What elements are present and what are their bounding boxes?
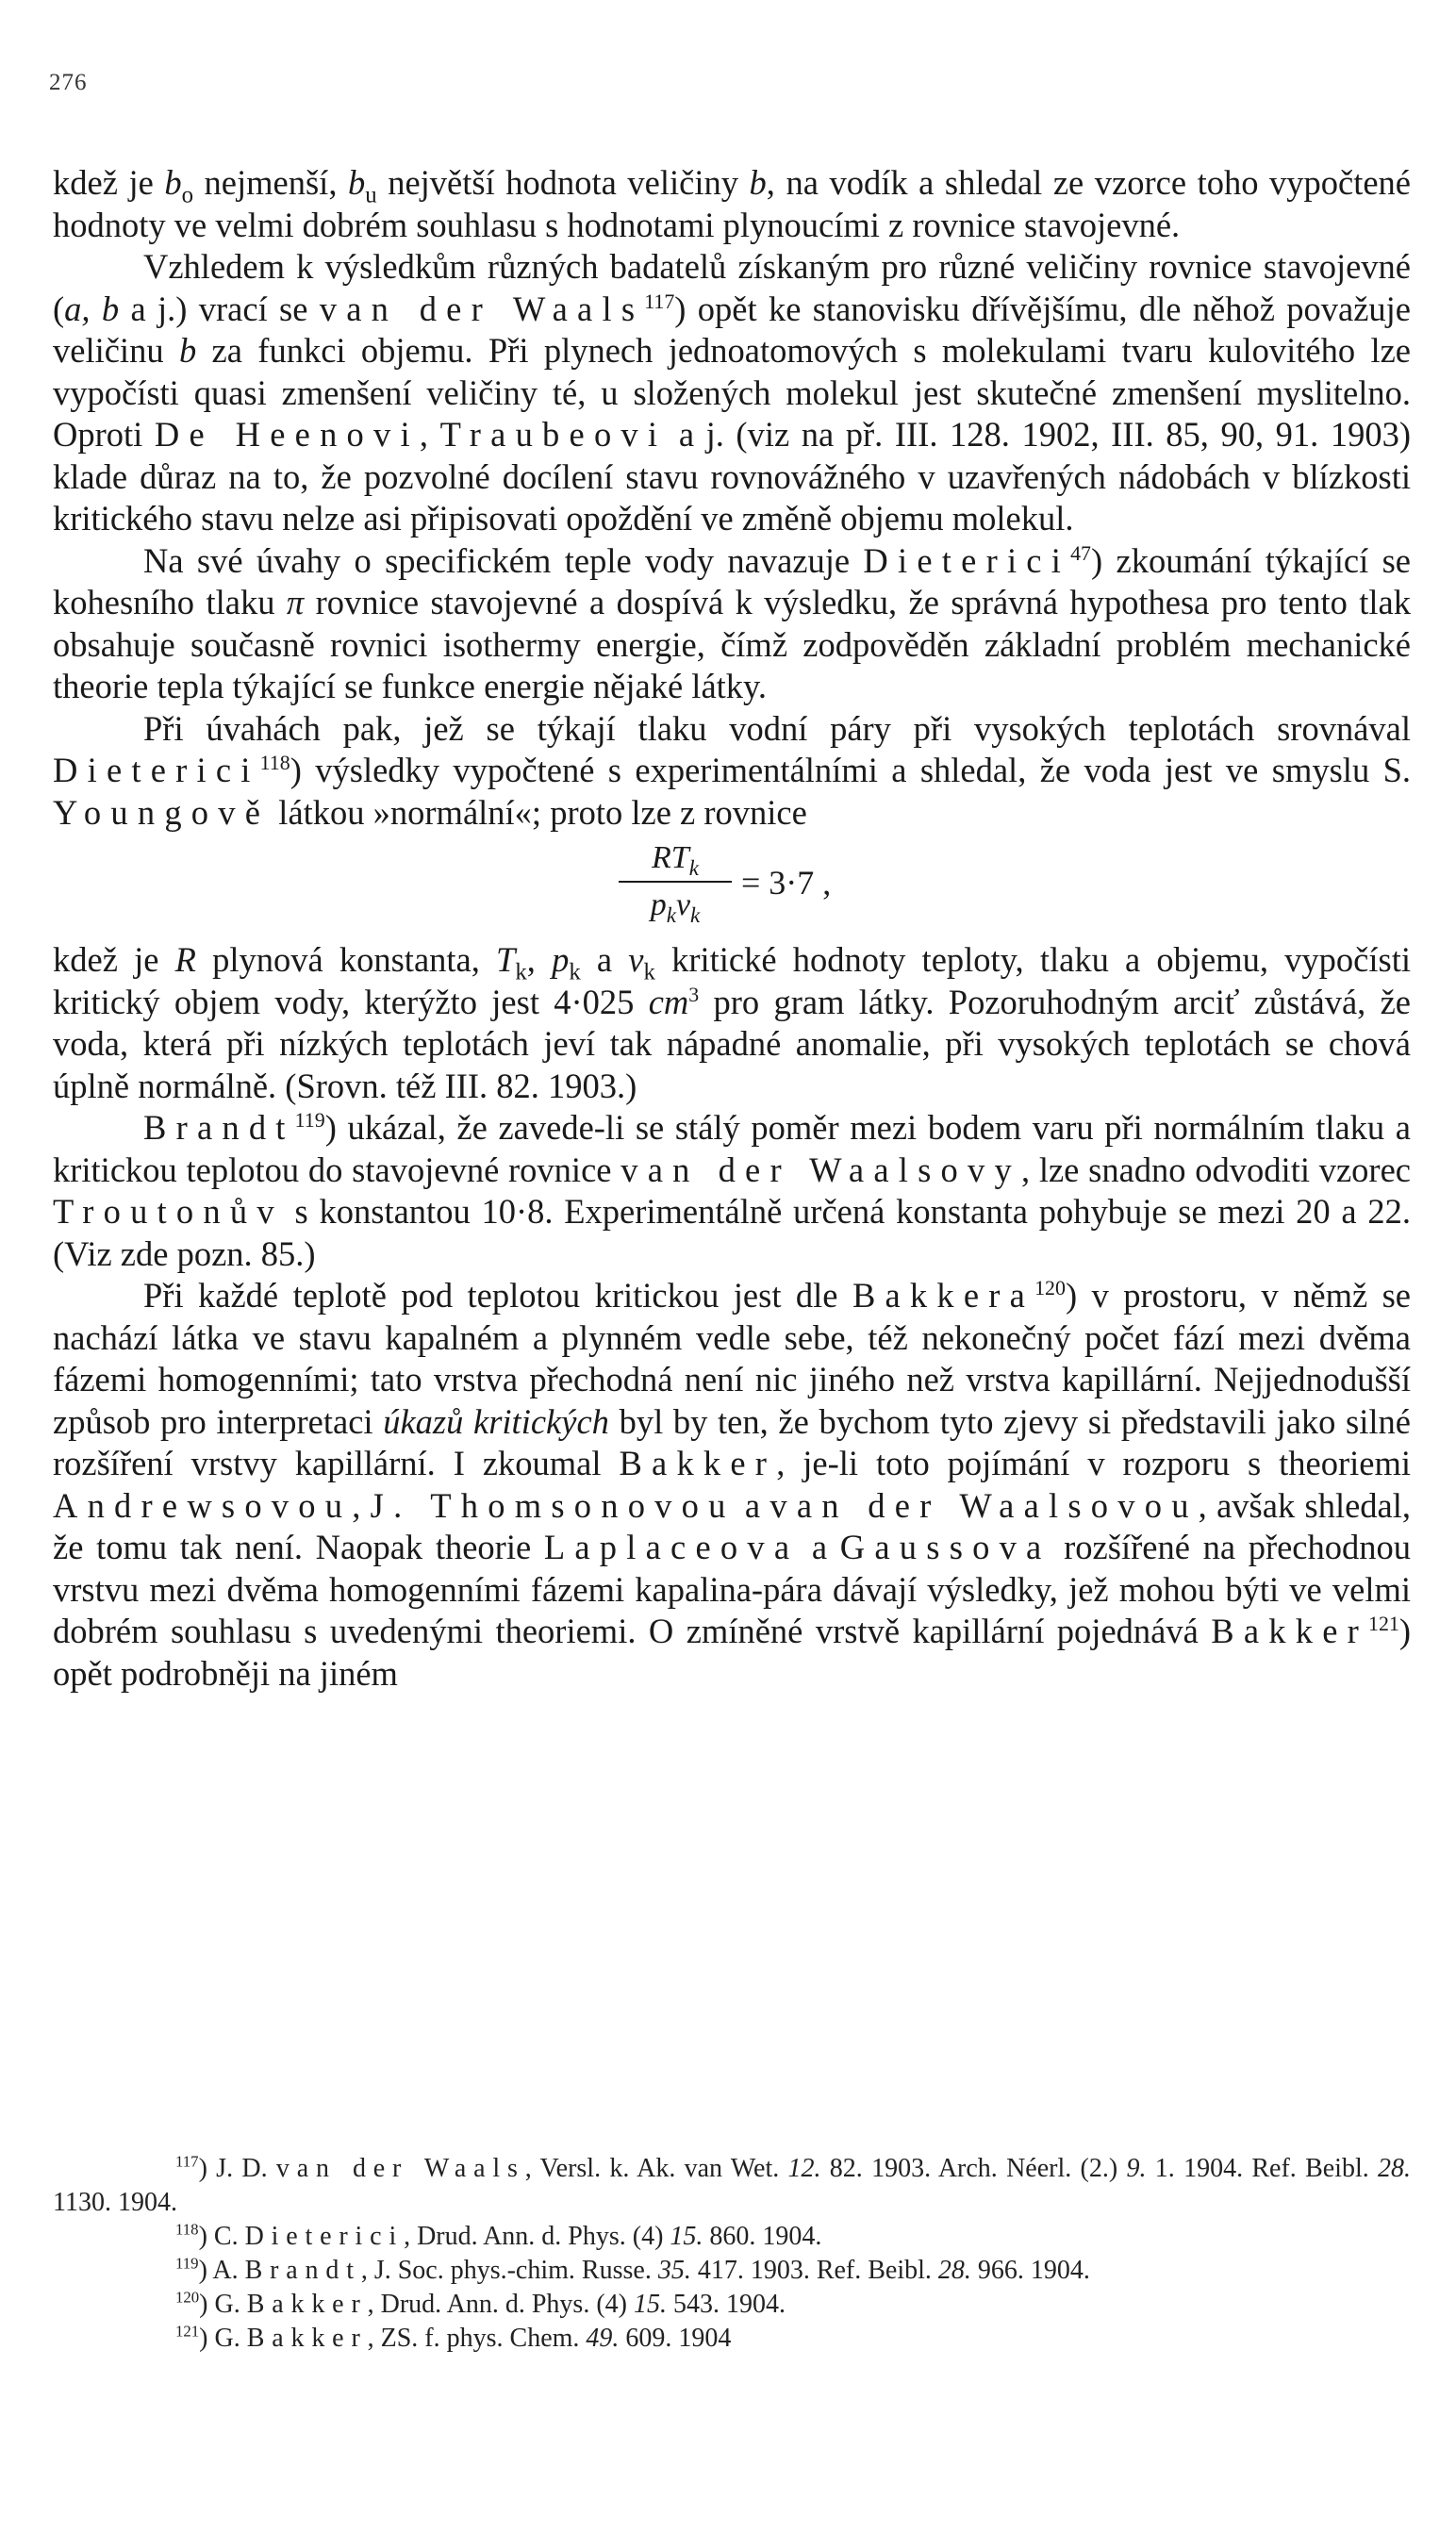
reference-marker: 47 xyxy=(1070,540,1091,565)
formula-numerator-main: RT xyxy=(652,840,689,875)
text-run: rovnice stavojevné a dospívá k výsledku, že správná hypothesa pro tento tlak obsahuje současně rovnici isothermy energie, čímž zodpověděn základní problém mechanické theorie tepla týkající se funkce energie nějaké látky. xyxy=(53,583,1412,705)
body-text xyxy=(53,162,1411,1695)
text-run: , Drud. Ann. d. Phys. (4) xyxy=(367,2290,634,2319)
author-name: Bakkera xyxy=(852,1276,1035,1315)
text-run: ) C. xyxy=(198,2222,245,2251)
author-name: Dieterici xyxy=(53,751,260,789)
text-run: 543. 1904. xyxy=(666,2290,786,2319)
text-run: , avšak shledal, že tomu tak není. Naopak theorie xyxy=(53,1485,1412,1566)
author-name: Andrewsovou xyxy=(53,1485,353,1525)
paragraph xyxy=(53,1107,1411,1275)
text-run: kritické hodnoty teploty, tlaku a objemu, vypočísti kritický objem vody, kterýžto jest 4·025 xyxy=(53,940,1412,1021)
formula-denominator-part: p xyxy=(650,887,667,922)
text-run: Při úvahách pak, jež se týkají tlaku vodní páry při vysokých teplotách srovnával xyxy=(143,708,1411,748)
author-name: Traubeovi xyxy=(439,415,668,454)
formula xyxy=(53,834,1411,939)
text-run: b xyxy=(749,163,767,202)
text-run: , Versl. k. Ak. van Wet. xyxy=(524,2154,788,2183)
reference-marker: 121 xyxy=(1368,1611,1399,1635)
reference-marker: 121 xyxy=(175,2322,200,2341)
formula-numerator-sub: k xyxy=(688,855,699,881)
text-run: 12. xyxy=(787,2154,821,2183)
text-run: ) G. xyxy=(199,2324,247,2353)
paragraph xyxy=(53,246,1411,540)
author-name: van der Waals xyxy=(275,2154,525,2183)
text-run: 15. xyxy=(633,2290,667,2319)
text-run: b xyxy=(348,163,366,202)
text-run: k xyxy=(515,959,527,985)
text-run: 82. 1903. Arch. Néerl. (2.) xyxy=(820,2154,1127,2183)
text-run: 1130. 1904. xyxy=(53,2188,177,2217)
reference-marker: 120 xyxy=(1034,1275,1066,1299)
text-run: a xyxy=(799,1528,840,1566)
text-run: R xyxy=(174,940,196,979)
reference-marker: 119 xyxy=(175,2254,199,2273)
footnote xyxy=(53,2322,1411,2356)
reference-marker: 117 xyxy=(175,2152,199,2171)
text-run: ) opět ke stanovisku dřívějšímu, dle něhož považuje veličinu xyxy=(53,289,1411,370)
author-name: Laplaceova xyxy=(543,1528,800,1566)
text-run: , xyxy=(526,940,553,979)
text-run: k xyxy=(643,959,655,985)
author-name: Brandt xyxy=(143,1108,295,1147)
text-run: ) v prostoru, v němž se nachází látka ve stavu kapalném a plynném vedle sebe, též nekonečný počet fází mezi dvěma fázemi homogenními; tato vrstva přechodná není nic jiného než vrstva kapillární. Nejjednodušší způsob pro interpretaci xyxy=(53,1276,1411,1441)
text-run: pro gram látky. Pozoruhodným arciť zůstává, že voda, která při nízkých teplotách jeví tak nápadné anomalie, při vysokých teplotách se chová úplně normálně. (Srovn. též III. 82. 1903.) xyxy=(53,982,1411,1105)
text-run: za funkci objemu. Při plynech jednoatomových s molekulami tvaru kulovitého lze vypočísti quasi zmenšení veličiny té, u složených molekul jest skutečné zmenšení myslitelno. Oproti xyxy=(53,331,1411,454)
text-run: o xyxy=(181,182,193,208)
author-name: De Heenovi xyxy=(154,415,420,454)
text-run: ) ukázal, že zavede-li se stálý poměr mezi bodem varu při normálním tlaku a kritickou teplotou do stavojevné rovnice xyxy=(53,1108,1411,1189)
author-name: Troutonův xyxy=(53,1192,284,1231)
author-name: Brandt xyxy=(244,2256,361,2285)
page-number: 276 xyxy=(49,70,88,95)
formula-denominator-part: k xyxy=(666,902,676,928)
author-name: van der Waalsovy xyxy=(620,1150,1021,1189)
text-run: kdež je xyxy=(53,940,175,979)
text-run: cm xyxy=(648,982,689,1021)
formula-rhs: = 3·7 , xyxy=(741,864,832,902)
text-run: , ZS. f. phys. Chem. xyxy=(367,2324,587,2353)
text-run: , xyxy=(352,1485,371,1525)
author-name: Bakker xyxy=(1211,1612,1368,1650)
text-run: T xyxy=(496,940,516,979)
author-name: Gaussova xyxy=(839,1528,1051,1566)
formula-numerator xyxy=(619,839,732,883)
text-run: v xyxy=(628,940,644,979)
text-run: , Drud. Ann. d. Phys. (4) xyxy=(404,2222,670,2251)
text-run: , je-li toto pojímání v rozporu s theoriemi xyxy=(776,1444,1411,1482)
text-run: Při každé teplotě pod teplotou kritickou jest dle xyxy=(143,1276,852,1315)
text-run: byl by ten, že bychom tyto zjevy si představili jako silné rozšíření vrstvy kapillární. I zkoumal xyxy=(53,1401,1411,1482)
paragraph xyxy=(53,939,1411,1107)
footnotes xyxy=(53,2152,1411,2356)
footnote xyxy=(53,2288,1411,2322)
text-run: b xyxy=(178,331,197,370)
text-run: 49. xyxy=(586,2324,620,2353)
text-run: , J. Soc. phys.-chim. Russe. xyxy=(360,2256,658,2285)
text-run: kdež je xyxy=(53,163,165,202)
text-run: 28. xyxy=(1378,2154,1412,2183)
footnote xyxy=(53,2152,1411,2220)
text-run: b xyxy=(164,163,182,202)
text-run: ) J. D. xyxy=(198,2154,276,2183)
text-run: 417. 1903. Ref. Beibl. xyxy=(690,2256,938,2285)
text-run: a j.) vrací se xyxy=(119,289,320,328)
author-name: Bakker xyxy=(246,2290,368,2319)
text-run: 28. xyxy=(937,2256,971,2285)
reference-marker: 3 xyxy=(688,982,700,1006)
text-run: a, b xyxy=(64,289,120,328)
text-run: 1. 1904. Ref. Beibl. xyxy=(1146,2154,1379,2183)
text-run: Vzhledem k výsledkům různých badatelů získaným pro různé veličiny rovnice stavojevné ( xyxy=(53,247,1411,328)
formula-denominator-part: v xyxy=(675,887,691,922)
text-run: největší hodnota veličiny xyxy=(376,163,750,202)
paragraph xyxy=(53,708,1411,835)
text-run: plynová konstanta, xyxy=(195,940,497,979)
text-run: , xyxy=(419,415,440,454)
formula-denominator xyxy=(619,883,732,928)
reference-marker: 118 xyxy=(175,2220,199,2239)
text-run: , na vodík a shledal ze vzorce toho vypočtené hodnoty ve velmi dobrém souhlasu s hodnotami plynoucími z rovnice stavojevné. xyxy=(53,163,1412,244)
text-run: ) výsledky vypočtené s experimentálními a shledal, že voda jest ve smyslu S. xyxy=(290,751,1411,789)
text-run: u xyxy=(365,182,377,208)
paragraph xyxy=(53,540,1411,708)
reference-marker: 119 xyxy=(294,1107,325,1132)
author-name: van der Waals xyxy=(319,289,645,328)
text-run: s konstantou 10·8. Experimentálně určená konstanta pohybuje se mezi 20 a 22. (Viz zde pozn. 85.) xyxy=(53,1192,1411,1273)
text-run: 860. 1904. xyxy=(703,2222,822,2251)
author-name: Bakker xyxy=(246,2324,368,2353)
text-run: ) A. xyxy=(198,2256,245,2285)
text-run: p xyxy=(552,940,570,979)
text-run: a j. (viz na př. III. 128. 1902, III. 85, 90, 91. 1903) klade důraz na to, že pozvolné docílení stavu rovnovážného v uzavřených nádobách v blízkosti kritického stavu nelze asi připisovati opoždění ve změně objemu molekul. xyxy=(53,415,1412,538)
formula-denominator-part: k xyxy=(690,902,701,928)
paragraphs-after-formula xyxy=(53,939,1411,1695)
paragraph xyxy=(53,1275,1411,1695)
text-run: Na své úvahy o specifickém teple vody navazuje xyxy=(143,540,864,580)
text-run: látkou »normální«; proto lze z rovnice xyxy=(270,792,807,832)
footnote xyxy=(53,2220,1411,2254)
text-run: 15. xyxy=(670,2222,703,2251)
author-name: Dieterici xyxy=(244,2222,405,2251)
paragraph xyxy=(53,162,1411,246)
text-run: ) zkoumání týkající se kohesního tlaku xyxy=(53,540,1411,621)
text-run: ) opět podrobněji na jiném xyxy=(53,1612,1411,1693)
formula-fraction xyxy=(619,839,732,928)
reference-marker: 118 xyxy=(259,750,290,774)
text-run: a xyxy=(735,1485,770,1525)
text-run: , lze snadno odvoditi vzorec xyxy=(1020,1150,1411,1189)
reference-marker: 117 xyxy=(644,289,675,313)
reference-marker: 120 xyxy=(175,2288,200,2307)
text-run: 966. 1904. xyxy=(970,2256,1090,2285)
text-run: nejmenší, xyxy=(193,163,348,202)
text-run: π xyxy=(286,583,305,621)
text-run: 609. 1904 xyxy=(619,2324,732,2353)
author-name: J. Thomsonovou xyxy=(370,1485,736,1525)
author-name: Bakker xyxy=(619,1444,777,1482)
author-name: van der Waalsovou xyxy=(769,1485,1199,1525)
text-run: k xyxy=(569,959,581,985)
author-name: Youngově xyxy=(53,792,271,832)
footnote xyxy=(53,2254,1411,2288)
text-run: 9. xyxy=(1126,2154,1147,2183)
text-run: úkazů kritických xyxy=(383,1401,609,1441)
text-run: ) G. xyxy=(199,2290,247,2319)
text-run: 35. xyxy=(657,2256,691,2285)
paragraphs-before-formula xyxy=(53,162,1411,834)
author-name: Dieterici xyxy=(863,540,1071,580)
text-run: rozšířené na přechodnou vrstvu mezi dvěma homogenními fázemi kapalina-pára dávají výsledky, jež mohou býti ve velmi dobrém souhlasu s uvedenými theoriemi. O zmíněné vrstvě kapillární pojednává xyxy=(53,1528,1412,1650)
text-run: a xyxy=(580,940,629,979)
